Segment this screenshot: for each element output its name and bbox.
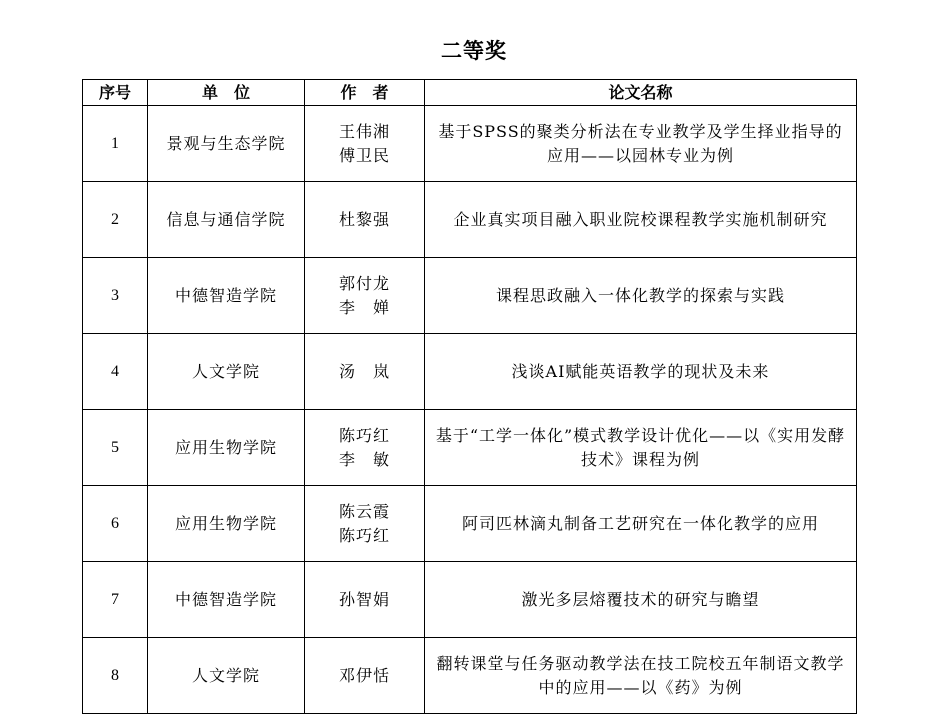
row-no: 6 <box>83 486 148 562</box>
row-paper-title <box>425 182 857 258</box>
paper-title-text: 激光多层熔覆技术的研究与瞻望 <box>521 589 760 609</box>
author-name: 陈巧红 <box>338 425 390 445</box>
table-row <box>83 410 857 486</box>
header-unit: 单 位 <box>148 80 305 106</box>
row-no: 4 <box>83 334 148 410</box>
row-no: 7 <box>83 562 148 638</box>
row-authors <box>305 486 425 562</box>
row-unit: 人文学院 <box>148 334 305 410</box>
table-row <box>83 638 857 714</box>
row-paper-title <box>425 334 857 410</box>
row-no: 5 <box>83 410 148 486</box>
table-row <box>83 106 857 182</box>
paper-title-text: 课程思政融入一体化教学的探索与实践 <box>495 285 785 305</box>
row-no: 2 <box>83 182 148 258</box>
row-authors <box>305 410 425 486</box>
table-row <box>83 182 857 258</box>
row-authors <box>305 638 425 714</box>
table-row <box>83 486 857 562</box>
author-name: 傅卫民 <box>338 145 390 165</box>
paper-title-text: 基于SPSS的聚类分析法在专业教学及学生择业指导的应用——以园林专业为例 <box>438 121 843 165</box>
author-name: 杜黎强 <box>338 209 390 229</box>
table-header-row <box>83 80 857 106</box>
row-unit: 应用生物学院 <box>148 410 305 486</box>
row-no: 3 <box>83 258 148 334</box>
paper-title-text: 浅谈AI赋能英语教学的现状及未来 <box>511 361 770 381</box>
row-paper-title <box>425 486 857 562</box>
row-unit: 中德智造学院 <box>148 258 305 334</box>
row-unit: 景观与生态学院 <box>148 106 305 182</box>
row-unit: 人文学院 <box>148 638 305 714</box>
author-name: 李 敏 <box>338 449 390 469</box>
row-paper-title <box>425 638 857 714</box>
table-row <box>83 562 857 638</box>
header-no: 序号 <box>83 80 148 106</box>
author-name: 李 婵 <box>338 297 390 317</box>
row-authors <box>305 334 425 410</box>
table-row <box>83 334 857 410</box>
row-paper-title <box>425 106 857 182</box>
author-name: 孙智娟 <box>338 589 390 609</box>
author-name: 陈云霞 <box>338 501 390 521</box>
row-unit: 信息与通信学院 <box>148 182 305 258</box>
paper-title-text: 基于“工学一体化”模式教学设计优化——以《实用发酵技术》课程为例 <box>435 425 846 469</box>
paper-title-text: 阿司匹林滴丸制备工艺研究在一体化教学的应用 <box>461 513 819 533</box>
row-unit: 应用生物学院 <box>148 486 305 562</box>
row-authors <box>305 182 425 258</box>
author-name: 邓伊恬 <box>338 665 390 685</box>
table-row <box>83 258 857 334</box>
paper-title-text: 翻转课堂与任务驱动教学法在技工院校五年制语文教学中的应用——以《药》为例 <box>436 653 845 697</box>
row-paper-title <box>425 258 857 334</box>
row-paper-title <box>425 410 857 486</box>
row-paper-title <box>425 562 857 638</box>
header-author: 作 者 <box>305 80 425 106</box>
row-authors <box>305 258 425 334</box>
header-paper: 论文名称 <box>425 80 857 106</box>
author-name: 陈巧红 <box>338 525 390 545</box>
paper-title-text: 企业真实项目融入职业院校课程教学实施机制研究 <box>453 209 828 229</box>
row-authors <box>305 562 425 638</box>
page-title: 二等奖 <box>441 39 507 63</box>
author-name: 汤 岚 <box>338 361 390 381</box>
author-name: 郭付龙 <box>338 273 390 293</box>
author-name: 王伟湘 <box>338 121 390 141</box>
award-table <box>82 79 857 714</box>
row-unit: 中德智造学院 <box>148 562 305 638</box>
row-no: 8 <box>83 638 148 714</box>
row-no: 1 <box>83 106 148 182</box>
row-authors <box>305 106 425 182</box>
